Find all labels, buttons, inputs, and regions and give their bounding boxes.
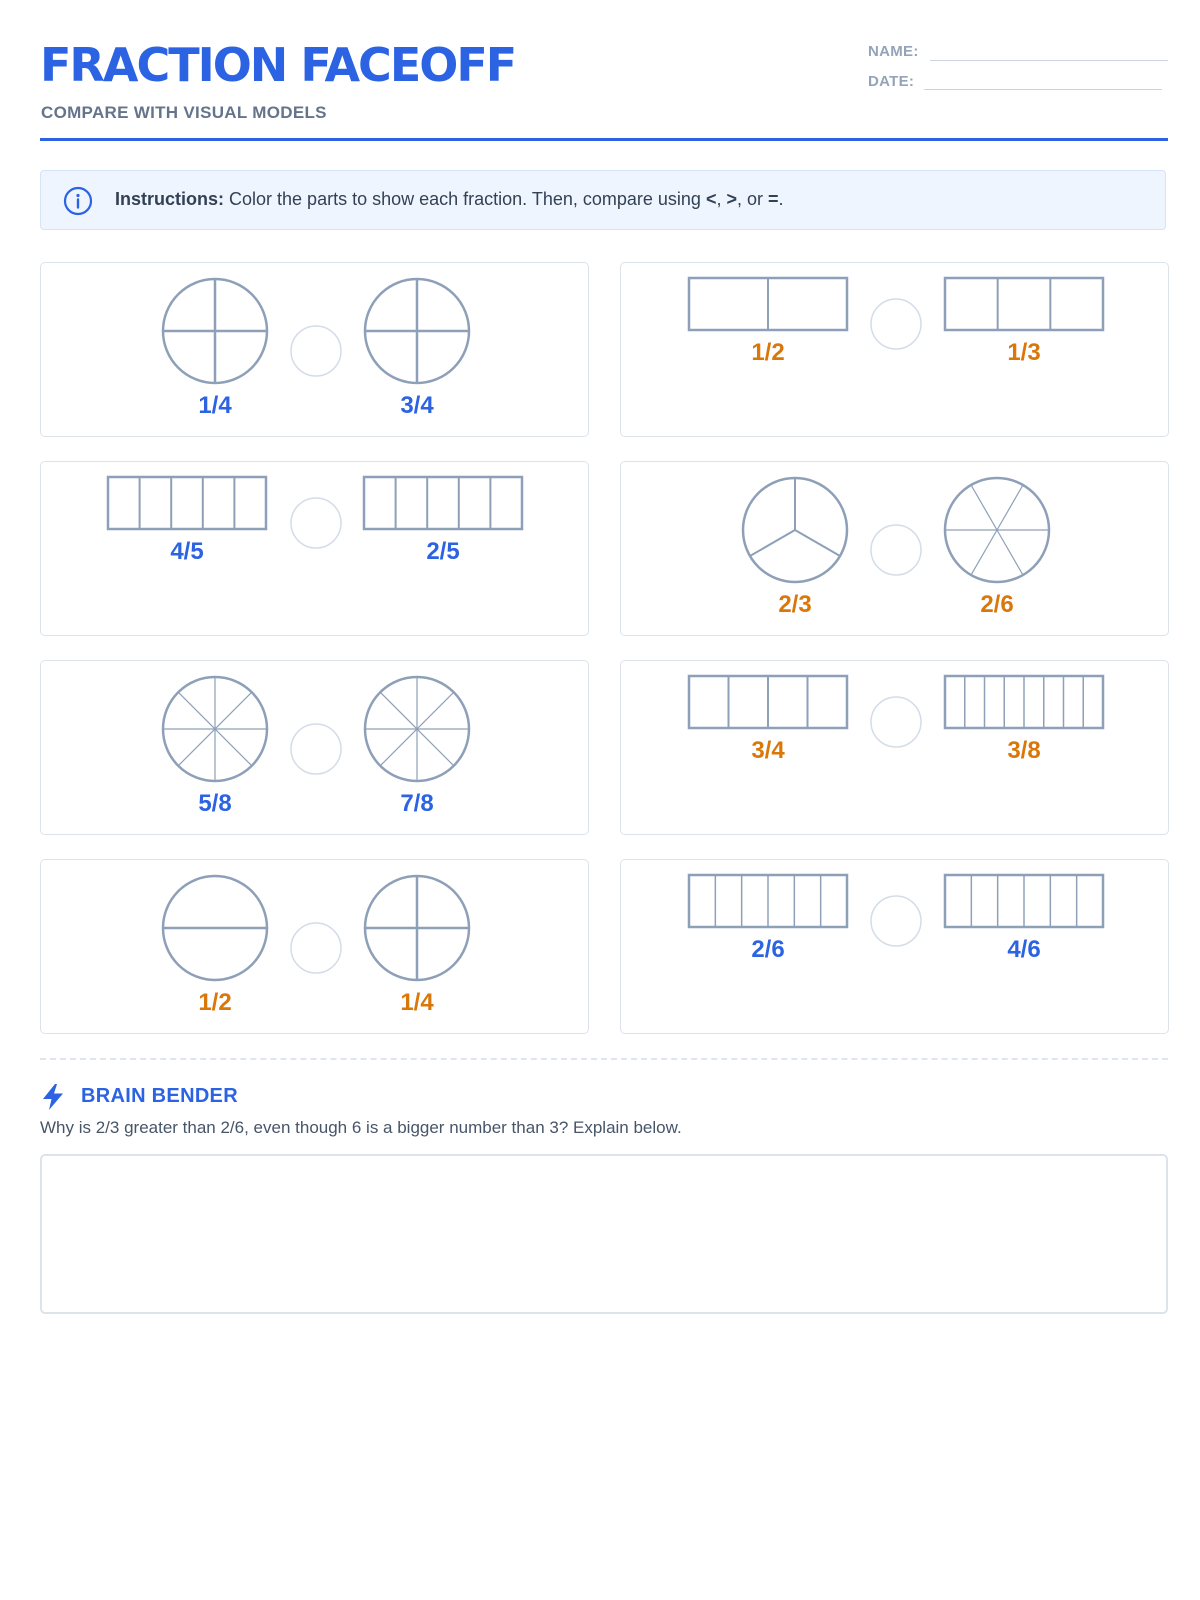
bar-outline: [108, 477, 266, 529]
separator: ,: [716, 189, 727, 209]
fraction-label: 7/8: [400, 790, 434, 817]
fraction-circle-model: [945, 478, 1049, 582]
date-field[interactable]: [924, 89, 1162, 90]
fraction-bar-model: [689, 278, 847, 330]
answer-box[interactable]: [40, 1154, 1168, 1314]
worksheet-subtitle: COMPARE WITH VISUAL MODELS: [41, 103, 327, 122]
fraction-label: 2/3: [778, 591, 812, 618]
comparison-card: [620, 660, 1169, 835]
greater-than-symbol: >: [726, 189, 737, 209]
answer-circle[interactable]: [291, 724, 341, 774]
answer-circle[interactable]: [291, 498, 341, 548]
answer-circle[interactable]: [871, 697, 921, 747]
instructions-text: [115, 189, 784, 210]
fraction-bar-model: [689, 676, 847, 728]
fraction-label: 1/2: [198, 989, 232, 1016]
separator: , or: [736, 189, 768, 209]
worksheet-title: FRACTION FACEOFF: [40, 38, 516, 92]
fraction-circle-model: [365, 677, 469, 781]
name-label: NAME:: [868, 43, 919, 60]
answer-circle[interactable]: [291, 326, 341, 376]
fraction-circle-model: [163, 876, 267, 980]
instructions-lead: Instructions:: [115, 189, 225, 209]
instructions-box: [40, 170, 1166, 230]
fraction-bar-model: [945, 278, 1103, 330]
fraction-label: 2/6: [980, 591, 1014, 618]
fraction-bar-model: [108, 477, 266, 529]
bar-outline: [364, 477, 522, 529]
fraction-label: 2/5: [426, 538, 460, 565]
info-icon: [62, 185, 94, 217]
fraction-bar-model: [364, 477, 522, 529]
brain-bender-question: Why is 2/3 greater than 2/6, even though 6 is a bigger number than 3? Explain below.: [40, 1118, 682, 1137]
lightning-bolt-icon: [40, 1083, 66, 1111]
instructions-body: Color the parts to show each fraction. Then, compare using: [224, 189, 706, 209]
fraction-label: 4/6: [1007, 936, 1041, 963]
comparison-card: [40, 859, 589, 1034]
comparison-card: [40, 262, 589, 437]
equals-symbol: =: [768, 189, 779, 209]
section-divider: [40, 1058, 1168, 1060]
instructions-end: .: [778, 189, 784, 209]
comparison-card: [620, 262, 1169, 437]
fraction-bar-model: [945, 875, 1103, 927]
fraction-label: 2/6: [751, 936, 785, 963]
comparison-card: [620, 461, 1169, 636]
fraction-label: 1/4: [198, 392, 232, 419]
fraction-label: 1/4: [400, 989, 434, 1016]
comparison-card: [40, 461, 589, 636]
bar-outline: [945, 278, 1103, 330]
less-than-symbol: <: [705, 189, 717, 209]
fraction-circle-model: [743, 478, 847, 582]
header-rule: [40, 138, 1168, 141]
fraction-circle-model: [365, 279, 469, 383]
fraction-bar-model: [945, 676, 1103, 728]
fraction-label: 3/8: [1007, 737, 1041, 764]
comparison-card: [620, 859, 1169, 1034]
brain-bender-title: BRAIN BENDER: [81, 1085, 238, 1107]
fraction-label: 3/4: [751, 737, 785, 764]
fraction-label: 3/4: [400, 392, 434, 419]
answer-circle[interactable]: [871, 896, 921, 946]
fraction-bar-model: [689, 875, 847, 927]
date-label: DATE:: [868, 73, 915, 90]
fraction-label: 1/3: [1007, 339, 1041, 366]
answer-circle[interactable]: [871, 525, 921, 575]
answer-circle[interactable]: [871, 299, 921, 349]
fraction-label: 4/5: [170, 538, 204, 565]
fraction-circle-model: [365, 876, 469, 980]
fraction-label: 5/8: [198, 790, 232, 817]
fraction-circle-model: [163, 677, 267, 781]
comparison-card: [40, 660, 589, 835]
fraction-label: 1/2: [751, 339, 785, 366]
name-field[interactable]: [930, 60, 1168, 61]
answer-circle[interactable]: [291, 923, 341, 973]
fraction-circle-model: [163, 279, 267, 383]
